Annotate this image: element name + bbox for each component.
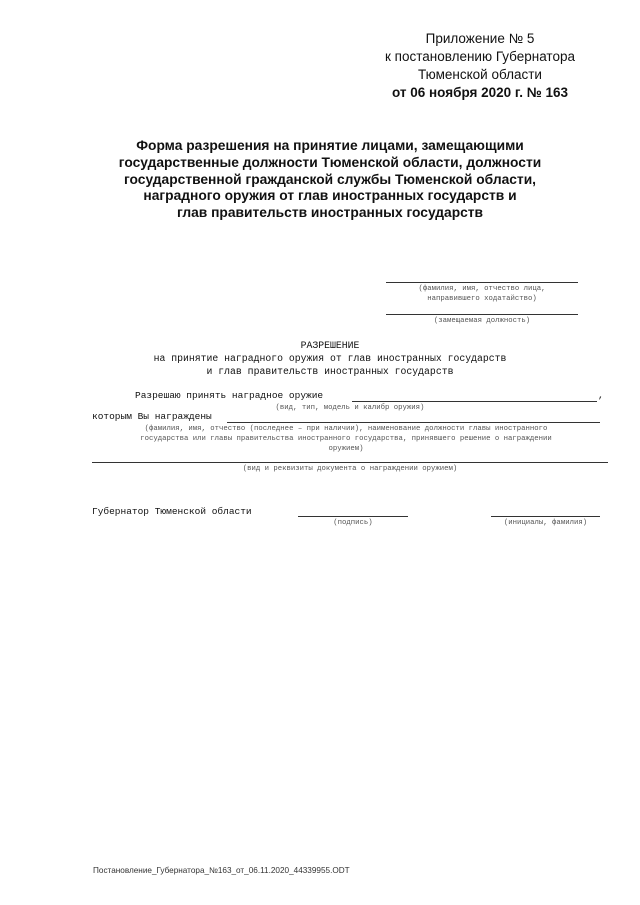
hint-text: оружием) — [328, 445, 364, 453]
comma: , — [598, 390, 604, 401]
title-line: наградного оружия от глав иностранных государств и — [143, 188, 517, 204]
permit-heading-block — [120, 340, 540, 378]
applicant-position-line[interactable] — [386, 314, 578, 315]
award-document-hint: (вид и реквизиты документа о награждении оружием) — [242, 465, 458, 473]
title-line: государственной гражданской службы Тюменской области, — [123, 171, 537, 187]
title-line: глав правительств иностранных государств — [176, 205, 484, 221]
permit-subtitle: и глав правительств иностранных государств — [206, 365, 454, 377]
weapon-hint: (вид, тип, модель и калибр оружия) — [275, 404, 425, 412]
initials-hint: (инициалы, фамилия) — [503, 519, 588, 527]
permit-heading: РАЗРЕШЕНИЕ — [300, 340, 360, 351]
hint-text: (фамилия, имя, отчество (последнее – при наличии), наименование должности главы иностранного — [144, 425, 548, 433]
document-title — [110, 138, 550, 222]
governor-label: Губернатор Тюменской области — [92, 506, 252, 517]
appendix-header — [360, 30, 600, 102]
awarder-hint — [92, 424, 600, 454]
weapon-line[interactable] — [352, 401, 597, 402]
awarded-text: которым Вы награждены — [92, 411, 212, 422]
signature-hint: (подпись) — [333, 519, 373, 527]
signature-line[interactable] — [298, 516, 408, 517]
hint-text: государства или главы правительства иностранного государства, принявшего решение о награждении — [140, 435, 552, 443]
title-line: государственные должности Тюменской области, должности — [118, 154, 542, 170]
appendix-number: Приложение № 5 — [425, 31, 535, 46]
applicant-position-hint: (замещаемая должность) — [433, 317, 531, 325]
applicant-name-hint — [386, 284, 578, 304]
hint-text: направившего ходатайство) — [427, 295, 537, 303]
initials-line[interactable] — [491, 516, 600, 517]
file-name-footer: Постановление_Губернатора_№163_от_06.11.2020_44339955.ODT — [93, 866, 350, 875]
appendix-region: Тюменской области — [418, 67, 542, 82]
awarder-line[interactable] — [227, 422, 600, 423]
hint-text: (фамилия, имя, отчество лица, — [418, 285, 546, 293]
permit-subtitle: на принятие наградного оружия от глав иностранных государств — [153, 352, 507, 364]
title-line: Форма разрешения на принятие лицами, замещающими — [136, 138, 524, 153]
award-document-line[interactable] — [92, 462, 608, 463]
appendix-date: от 06 ноября 2020 г. № 163 — [391, 85, 569, 100]
applicant-name-line[interactable] — [386, 282, 578, 283]
allow-text: Разрешаю принять наградное оружие — [135, 390, 324, 401]
appendix-reference: к постановлению Губернатора — [385, 49, 575, 64]
